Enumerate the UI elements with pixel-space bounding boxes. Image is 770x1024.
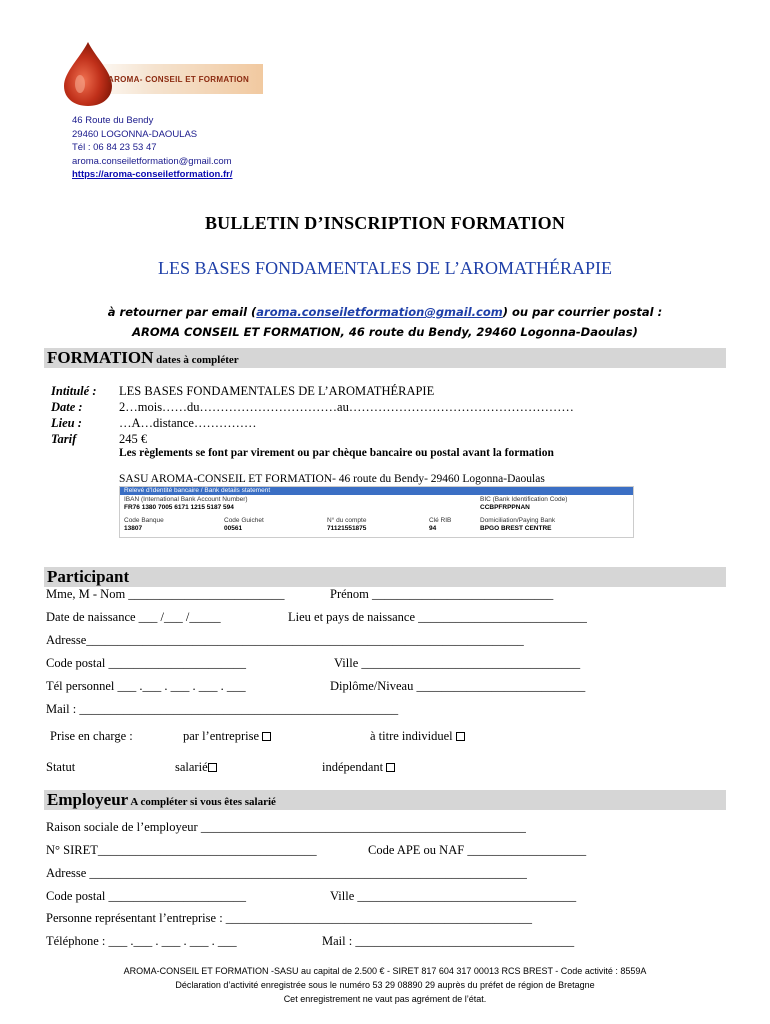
contact-address	[72, 114, 232, 182]
instructions-suffix: ) ou par courrier postal :	[502, 305, 663, 319]
employer-section-header	[44, 790, 726, 810]
birthplace-field[interactable]: Lieu et pays de naissance ___________________________	[288, 610, 587, 624]
representative-field[interactable]: Personne représentant l’entreprise : _________________________________________________	[46, 911, 533, 925]
rib-key-label: Clé RIB	[429, 517, 452, 524]
postal-code-field[interactable]: Code postal ______________________	[46, 656, 246, 670]
iban-value: FR76 1380 7005 6171 1215 5187 594	[124, 504, 234, 511]
company-name-field[interactable]: Raison sociale de l’employeur ____________________________________________________	[46, 820, 526, 834]
participant-section-header	[44, 567, 726, 587]
mail-field[interactable]: Mail : ___________________________________________________	[46, 702, 399, 716]
course-title: LES BASES FONDAMENTALES DE L’AROMATHÉRAPIE	[158, 258, 612, 278]
bank-holder: SASU AROMA-CONSEIL ET FORMATION- 46 route du Bendy- 29460 Logonna-Daoulas	[119, 473, 545, 485]
address-phone: Tél : 06 84 23 53 47	[72, 142, 157, 153]
siret-field[interactable]: N° SIRET___________________________________	[46, 843, 317, 857]
address-street: 46 Route du Bendy	[72, 115, 154, 126]
status-employee-option[interactable]	[175, 760, 217, 775]
formation-section-header	[44, 348, 726, 368]
place-field[interactable]: …A…distance……………	[119, 416, 257, 430]
formation-header-title: FORMATION dates à compléter	[47, 348, 239, 367]
code-banque-value: 13807	[124, 525, 143, 532]
page-footer	[0, 964, 770, 1006]
status-employee-checkbox[interactable]	[208, 763, 217, 772]
website-link[interactable]: https://aroma-conseiletformation.fr/	[72, 169, 233, 180]
drop-icon	[58, 40, 118, 108]
status-independent-checkbox[interactable]	[386, 763, 395, 772]
instructions-email-link[interactable]: aroma.conseiletformation@gmail.com	[256, 305, 503, 319]
footer-disclaimer-line: Cet enregistrement ne vaut pas agrément de l’état.	[283, 994, 487, 1004]
employer-mail-field[interactable]: Mail : ___________________________________	[322, 934, 575, 948]
employer-postal-field[interactable]: Code postal ______________________	[46, 889, 246, 903]
return-instructions	[0, 302, 770, 342]
instructions-prefix: à retourner par email (	[107, 305, 257, 319]
page-title: BULLETIN D’INSCRIPTION FORMATION	[204, 213, 566, 233]
bank-details-statement	[119, 486, 634, 538]
participant-header-title: Participant	[47, 567, 130, 586]
status-independent-label: indépendant	[322, 760, 384, 774]
company-logo	[58, 40, 263, 108]
account-value: 71121551875	[327, 525, 367, 532]
address-field[interactable]: Adresse______________________________________________________________________	[46, 633, 524, 647]
row-label: Intitulé :	[51, 384, 97, 398]
phone-field[interactable]: Tél personnel ___ .___ . ___ . ___ . ___	[46, 679, 246, 693]
bic-value: CCBPFRPPNAN	[480, 504, 530, 511]
status-label: Statut	[46, 760, 76, 774]
funding-company-checkbox[interactable]	[262, 732, 271, 741]
funding-company-label: par l’entreprise	[183, 729, 260, 743]
name-field[interactable]: Mme, M - Nom _________________________	[46, 587, 285, 601]
status-independent-option[interactable]	[322, 760, 395, 775]
account-label: N° du compte	[327, 517, 367, 524]
paying-bank-label: Domiciliation/Paying Bank	[480, 517, 556, 524]
date-field[interactable]: 2…mois……du……………………………au………………………………………………	[119, 400, 574, 414]
bic-label: BIC (Bank Identification Code)	[480, 496, 568, 503]
city-field[interactable]: Ville ___________________________________	[334, 656, 581, 670]
logo-brand-text: AROMA- CONSEIL ET FORMATION	[108, 75, 250, 84]
code-banque-label: Code Banque	[124, 517, 164, 524]
instructions-postal-address: AROMA CONSEIL ET FORMATION, 46 route du Bendy, 29460 Logonna-Daoulas)	[132, 325, 638, 339]
funding-company-option[interactable]	[183, 729, 271, 744]
iban-label: IBAN (International Bank Account Number)	[124, 496, 248, 503]
funding-label: Prise en charge :	[50, 729, 133, 743]
funding-individual-option[interactable]	[370, 729, 465, 744]
rib-header: Relevé d'Identité bancaire / Bank details statement	[120, 487, 633, 495]
employer-address-field[interactable]: Adresse ______________________________________________________________________	[46, 866, 527, 880]
code-guichet-label: Code Guichet	[224, 517, 264, 524]
funding-individual-label: à titre individuel	[370, 729, 453, 743]
rib-key-value: 94	[429, 525, 437, 532]
paying-bank-value: BPGO BREST CENTRE	[480, 525, 552, 532]
employer-header-title: Employeur A compléter si vous êtes salarié	[47, 790, 276, 809]
row-label: Date :	[51, 400, 83, 414]
footer-declaration-line: Déclaration d’activité enregistrée sous le numéro 53 29 08890 29 auprès du préfet de région de Bretagne	[175, 980, 595, 990]
payment-note: Les règlements se font par virement ou par chèque bancaire ou postal avant la formation	[119, 447, 554, 459]
birthdate-field[interactable]: Date de naissance ___ /___ /_____	[46, 610, 221, 624]
address-city: 29460 LOGONNA-DAOULAS	[72, 128, 198, 140]
employer-city-field[interactable]: Ville ___________________________________	[330, 889, 577, 903]
status-employee-label: salarié	[175, 760, 208, 774]
row-label: Tarif	[51, 432, 77, 446]
address-email[interactable]: aroma.conseiletformation@gmail.com	[72, 155, 232, 167]
firstname-field[interactable]: Prénom _____________________________	[330, 587, 554, 601]
row-label: Lieu :	[51, 416, 82, 430]
funding-individual-checkbox[interactable]	[456, 732, 465, 741]
row-value: 245 €	[119, 432, 148, 446]
formation-header-note: dates à compléter	[153, 354, 239, 366]
diploma-field[interactable]: Diplôme/Niveau ___________________________	[330, 679, 586, 693]
ape-code-field[interactable]: Code APE ou NAF ___________________	[368, 843, 587, 857]
employer-phone-field[interactable]: Téléphone : ___ .___ . ___ . ___ . ___	[46, 934, 237, 948]
footer-legal-line: AROMA-CONSEIL ET FORMATION -SASU au capital de 2.500 € - SIRET 817 604 317 00013 RCS BREST - Code activité : 8559A	[123, 966, 647, 976]
row-value: LES BASES FONDAMENTALES DE L’AROMATHÉRAPIE	[119, 384, 435, 398]
code-guichet-value: 00561	[224, 525, 243, 532]
employer-header-note: A compléter si vous êtes salarié	[128, 796, 276, 808]
